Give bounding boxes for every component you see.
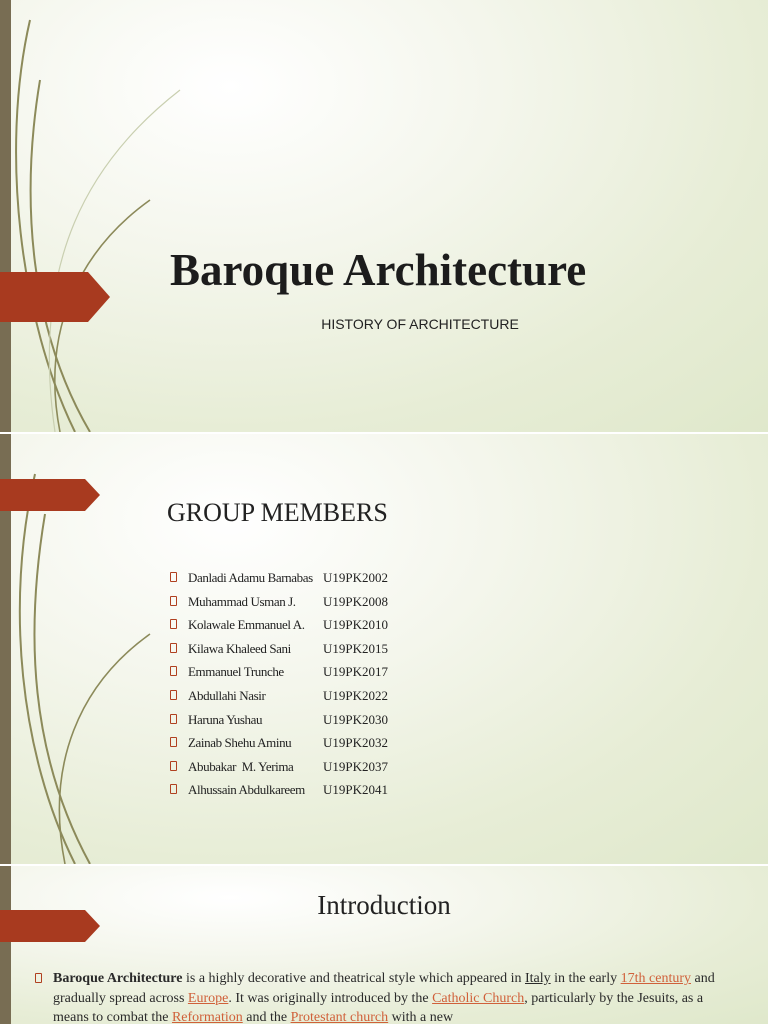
- member-name: Kilawa Khaleed Sani: [188, 640, 291, 656]
- member-id: U19PK2002: [323, 570, 389, 585]
- bullet-icon: [170, 666, 177, 676]
- intro-text: with a new: [388, 1010, 454, 1024]
- slide-left-bar: [0, 0, 11, 432]
- members-list: [170, 570, 388, 806]
- member-name: Muhammad Usman J.: [188, 593, 296, 609]
- decorative-swoosh: [0, 0, 200, 432]
- bullet-icon: [170, 714, 177, 724]
- intro-text: , particularly by the Jesuits, as a means to combat the: [53, 990, 704, 1024]
- bullet-icon: [170, 643, 177, 653]
- intro-slide: [0, 866, 768, 1024]
- member-name: Kolawale Emmanuel A.: [188, 617, 305, 633]
- link-protestant-church[interactable]: Protestant church: [290, 1010, 389, 1024]
- link-italy[interactable]: Italy: [524, 971, 551, 986]
- page-title: Baroque Architecture: [170, 245, 587, 295]
- member-name: Abdullahi Nasir: [188, 687, 266, 703]
- intro-text: in the early: [550, 971, 621, 986]
- member-name: Danladi Adamu Barnabas: [188, 570, 313, 585]
- member-name: Haruna Yushau: [188, 711, 263, 727]
- intro-text: and gradually spread across: [53, 971, 715, 1006]
- member-id: U19PK2032: [323, 735, 389, 751]
- list-item: [170, 782, 388, 806]
- link-17th-century[interactable]: 17th century: [620, 971, 691, 986]
- subtitle: HISTORY OF ARCHITECTURE: [321, 316, 519, 332]
- intro-text: is a highly decorative and theatrical style which appeared in: [182, 971, 525, 986]
- member-id: U19PK2008: [323, 593, 389, 609]
- member-name: Alhussain Abdulkareem: [188, 782, 305, 798]
- list-item: [170, 759, 388, 783]
- bullet-icon: [35, 973, 42, 983]
- members-slide: [0, 434, 768, 864]
- list-item: [170, 735, 388, 759]
- intro-text: and the: [242, 1010, 291, 1024]
- list-item: [170, 664, 388, 688]
- list-item: [170, 712, 388, 736]
- bullet-icon: [170, 572, 177, 582]
- member-name: Zainab Shehu Aminu: [188, 735, 292, 751]
- link-europe[interactable]: Europe: [187, 990, 229, 1006]
- intro-paragraph: [35, 969, 725, 1024]
- bullet-icon: [170, 619, 177, 629]
- member-id: U19PK2022: [323, 687, 389, 703]
- bullet-icon: [170, 761, 177, 771]
- bullet-icon: [170, 784, 177, 794]
- intro-heading: Introduction: [317, 890, 451, 920]
- member-id: U19PK2041: [323, 782, 389, 798]
- members-heading: GROUP MEMBERS: [167, 498, 388, 527]
- bullet-icon: [170, 737, 177, 747]
- member-id: U19PK2017: [323, 664, 389, 680]
- link-catholic-church[interactable]: Catholic Church: [432, 990, 525, 1006]
- list-item: [170, 617, 388, 641]
- link-reformation[interactable]: Reformation: [171, 1010, 243, 1024]
- intro-text: . It was originally introduced by the: [228, 990, 433, 1006]
- title-slide: [0, 0, 768, 432]
- member-id: U19PK2010: [323, 617, 389, 633]
- member-name: Abubakar M. Yerima: [188, 758, 294, 774]
- member-id: U19PK2037: [323, 758, 389, 774]
- accent-tab: [0, 272, 110, 322]
- list-item: [170, 594, 388, 618]
- list-item: [170, 641, 388, 665]
- accent-tab: [0, 479, 100, 511]
- member-name: Emmanuel Trunche: [188, 664, 284, 680]
- bullet-icon: [170, 596, 177, 606]
- list-item: [170, 570, 388, 594]
- intro-bold-term: Baroque Architecture: [53, 971, 183, 986]
- bullet-icon: [170, 690, 177, 700]
- list-item: [170, 688, 388, 712]
- member-id: U19PK2030: [323, 711, 389, 727]
- member-id: U19PK2015: [323, 640, 389, 656]
